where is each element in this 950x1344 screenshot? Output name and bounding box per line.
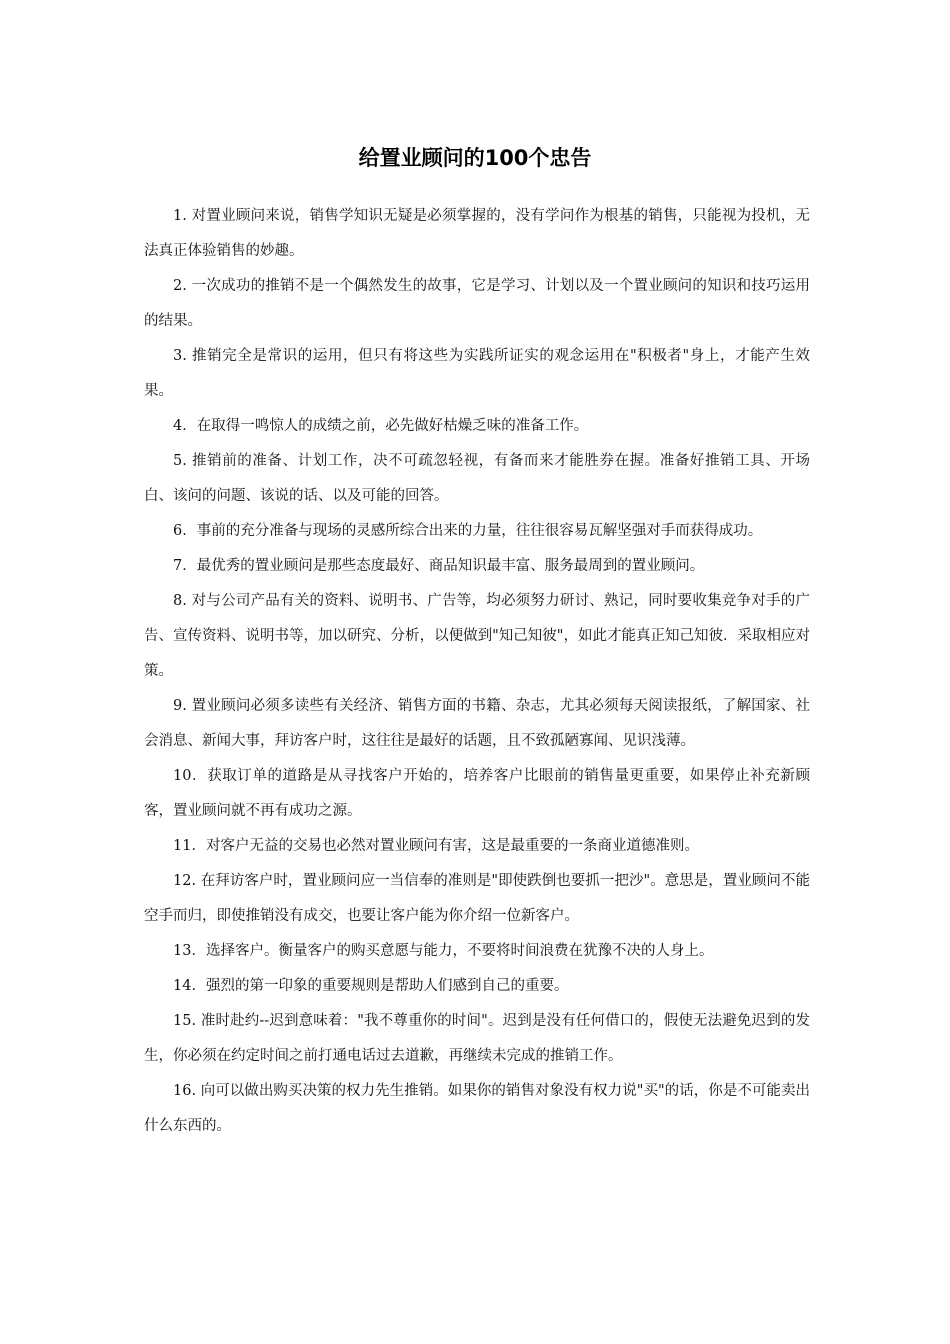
document-title: 给置业顾问的100个忠告	[358, 146, 592, 170]
advice-paragraph-5: 5. 推销前的准备、计划工作，决不可疏忽轻视，有备而来才能胜券在握。准备好推销工具、开场白、该问的问题、该说的话、以及可能的回答。	[144, 453, 810, 504]
advice-paragraph-6: 6．事前的充分准备与现场的灵感所综合出来的力量，往往很容易瓦解坚强对手而获得成功。	[173, 523, 763, 539]
advice-paragraph-2: 2. 一次成功的推销不是一个偶然发生的故事，它是学习、计划以及一个置业顾问的知识和技巧运用的结果。	[144, 278, 810, 329]
advice-paragraph-14: 14．强烈的第一印象的重要规则是帮助人们感到自己的重要。	[173, 978, 569, 994]
advice-paragraph-7: 7．最优秀的置业顾问是那些态度最好、商品知识最丰富、服务最周到的置业顾问。	[173, 558, 705, 574]
advice-paragraph-15: 15. 准时赴约--迟到意味着："我不尊重你的时间"。迟到是没有任何借口的，假使无法避免迟到的发生，你必须在约定时间之前打通电话过去道歉，再继续未完成的推销工作。	[144, 1013, 810, 1064]
advice-paragraph-13: 13．选择客户。衡量客户的购买意愿与能力，不要将时间浪费在犹豫不决的人身上。	[173, 943, 714, 959]
document-body	[144, 199, 810, 1144]
advice-paragraph-9: 9. 置业顾问必须多读些有关经济、销售方面的书籍、杂志，尤其必须每天阅读报纸，了解国家、社会消息、新闻大事，拜访客户时，这往往是最好的话题，且不致孤陋寡闻、见识浅薄。	[144, 698, 810, 749]
advice-paragraph-8: 8. 对与公司产品有关的资料、说明书、广告等，均必须努力研讨、熟记，同时要收集竞争对手的广告、宣传资料、说明书等，加以研究、分析，以便做到"知己知彼"，如此才能真正知己知彼．采取相应对策。	[144, 593, 810, 679]
advice-paragraph-12: 12. 在拜访客户时，置业顾问应一当信奉的准则是"即使跌倒也要抓一把沙"。意思是，置业顾问不能空手而归，即使推销没有成交，也要让客户能为你介绍一位新客户。	[144, 873, 810, 924]
advice-paragraph-11: 11．对客户无益的交易也必然对置业顾问有害，这是最重要的一条商业道德准则。	[173, 838, 699, 854]
advice-paragraph-3: 3. 推销完全是常识的运用，但只有将这些为实践所证实的观念运用在"积极者"身上，才能产生效果。	[144, 348, 810, 399]
advice-paragraph-4: 4．在取得一鸣惊人的成绩之前，必先做好枯燥乏味的准备工作。	[173, 418, 589, 434]
advice-paragraph-10: 10．获取订单的道路是从寻找客户开始的，培养客户比眼前的销售量更重要，如果停止补充新顾客，置业顾问就不再有成功之源。	[144, 768, 810, 819]
advice-paragraph-1: 1. 对置业顾问来说，销售学知识无疑是必须掌握的，没有学问作为根基的销售，只能视为投机，无法真正体验销售的妙趣。	[144, 208, 810, 259]
advice-paragraph-16: 16. 向可以做出购买决策的权力先生推销。如果你的销售对象没有权力说"买"的话，你是不可能卖出什么东西的。	[144, 1083, 810, 1134]
